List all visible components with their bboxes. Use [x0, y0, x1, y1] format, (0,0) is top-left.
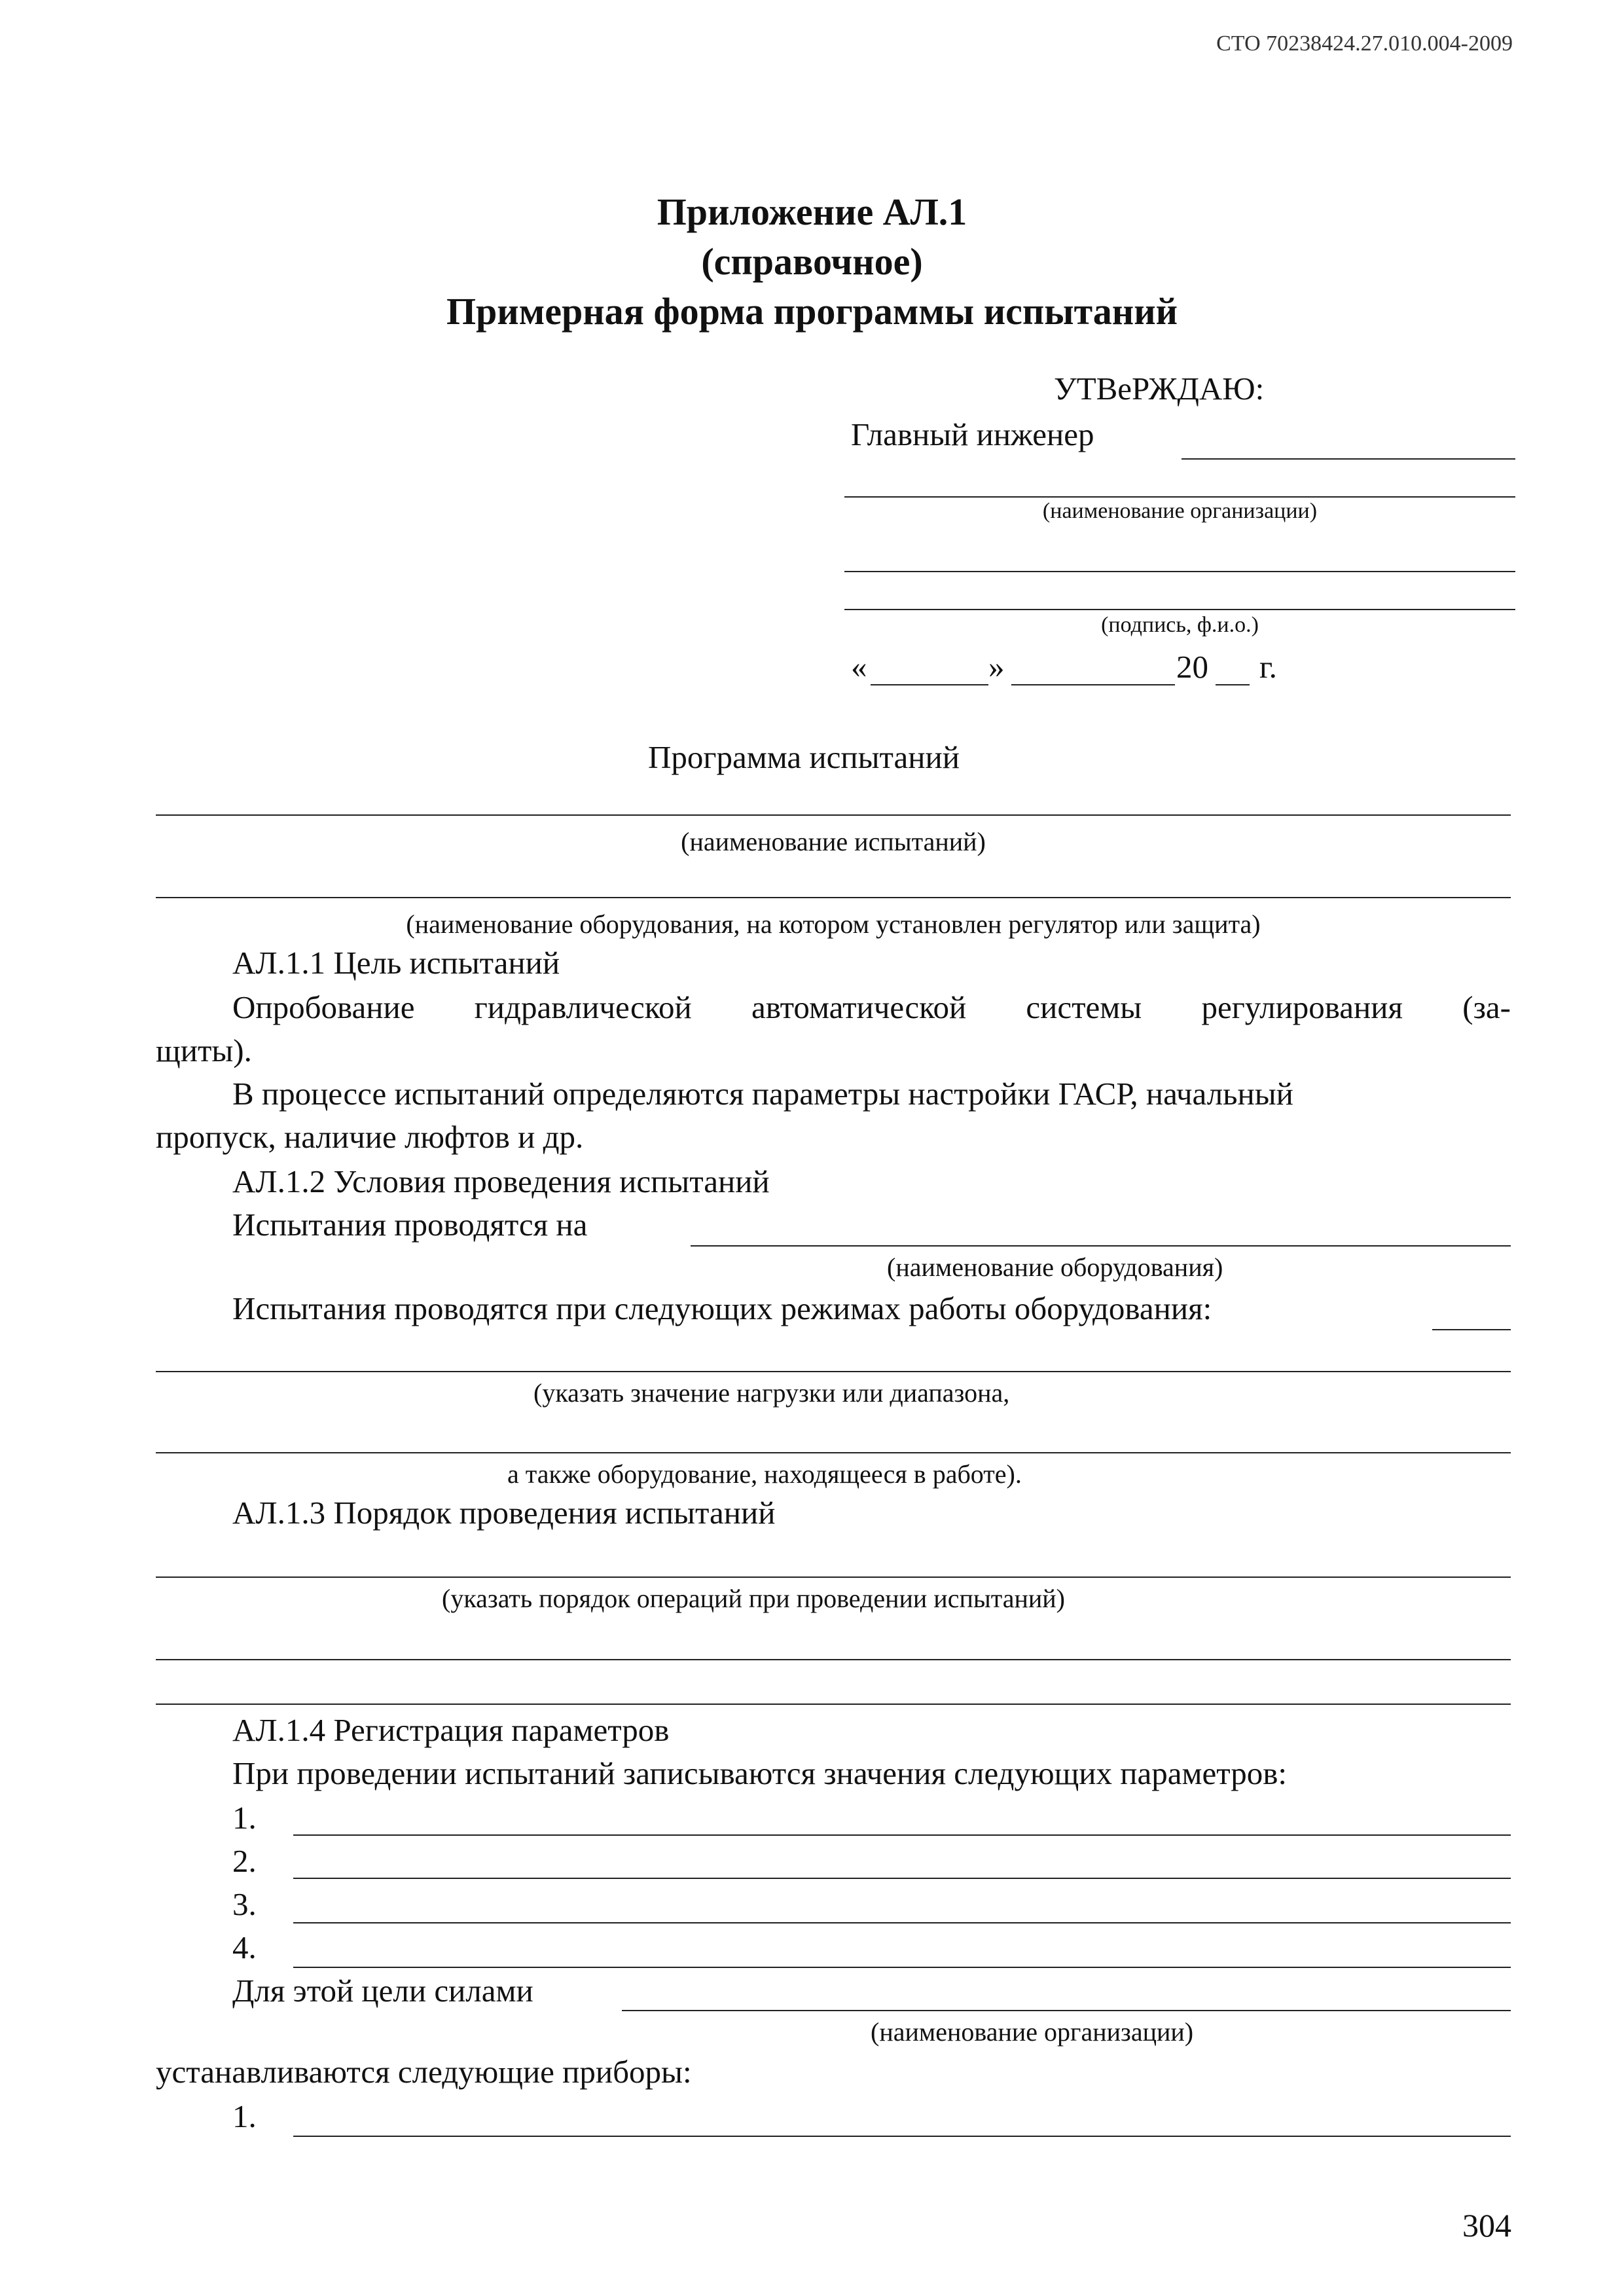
- by-forces-caption: (наименование организации): [871, 2017, 1194, 2047]
- section-2-heading: АЛ.1.2 Условия проведения испытаний: [232, 1163, 770, 1199]
- parameter-item-blank: [293, 1878, 1511, 1879]
- section-1-heading: АЛ.1.1 Цель испытаний: [232, 945, 560, 981]
- date-year-suffix: г.: [1259, 649, 1277, 685]
- standard-code: СТО 70238424.27.010.004-2009: [1216, 31, 1513, 56]
- date-close-quote: »: [988, 649, 1005, 685]
- parameter-item-blank: [293, 1967, 1511, 1968]
- operating-modes-label: Испытания проводятся при следующих режимах работы оборудования:: [232, 1290, 1212, 1326]
- date-day-blank: [871, 684, 988, 685]
- section-1-para-2-line-1: В процессе испытаний определяются параметры настройки ГАСР, начальный: [232, 1076, 1293, 1112]
- load-caption: (указать значение нагрузки или диапазона,: [533, 1378, 1010, 1408]
- parameters-intro: При проведении испытаний записываются значения следующих параметров:: [232, 1755, 1288, 1791]
- load-blank: [156, 1371, 1511, 1372]
- devices-label: устанавливаются следующие приборы:: [156, 2054, 692, 2090]
- device-item-blank: [293, 2136, 1511, 2137]
- form-title: Примерная форма программы испытаний: [446, 290, 1178, 333]
- signature-blank-1: [844, 571, 1515, 572]
- parameter-item-number: 4.: [232, 1929, 257, 1965]
- equipment-blank: [156, 897, 1511, 898]
- procedure-caption: (указать порядок операций при проведении испытаний): [442, 1584, 1065, 1613]
- by-forces-label: Для этой цели силами: [232, 1973, 533, 2009]
- appendix-title: Приложение АЛ.1: [657, 191, 967, 233]
- parameter-item-number: 1.: [232, 1800, 257, 1836]
- date-month-blank: [1011, 684, 1175, 685]
- section-4-heading: АЛ.1.4 Регистрация параметров: [232, 1712, 670, 1748]
- tests-on-blank: [691, 1245, 1511, 1247]
- test-name-caption: (наименование испытаний): [681, 827, 986, 856]
- chief-engineer-blank: [1182, 458, 1515, 460]
- working-equipment-blank: [156, 1452, 1511, 1453]
- program-heading: Программа испытаний: [648, 739, 960, 775]
- section-1-para-2-line-2: пропуск, наличие люфтов и др.: [156, 1119, 584, 1155]
- working-equipment-caption: а также оборудование, находящееся в работе).: [507, 1459, 1022, 1489]
- parameter-item-blank: [293, 1834, 1511, 1836]
- approval-heading: УТВеРЖДАЮ:: [1054, 371, 1265, 407]
- signature-blank-2: [844, 609, 1515, 610]
- date-open-quote: «: [851, 649, 867, 685]
- equipment-caption: (наименование оборудования, на котором установлен регулятор или защита): [406, 909, 1261, 939]
- section-1-para-1-line-2: щиты).: [156, 1032, 252, 1068]
- procedure-blank-2: [156, 1659, 1511, 1660]
- section-3-heading: АЛ.1.3 Порядок проведения испытаний: [232, 1495, 776, 1531]
- test-name-blank: [156, 814, 1511, 816]
- tests-on-label: Испытания проводятся на: [232, 1207, 588, 1243]
- procedure-blank-1: [156, 1576, 1511, 1578]
- chief-engineer-label: Главный инженер: [851, 416, 1094, 452]
- device-item-number: 1.: [232, 2098, 257, 2134]
- by-forces-blank: [622, 2010, 1511, 2011]
- date-year-blank: [1216, 684, 1250, 685]
- procedure-blank-3: [156, 1704, 1511, 1705]
- organization-blank: [844, 496, 1515, 498]
- date-century: 20: [1176, 649, 1208, 685]
- tests-on-caption: (наименование оборудования): [887, 1252, 1223, 1282]
- appendix-type: (справочное): [701, 240, 923, 283]
- signature-caption: (подпись, ф.и.о.): [1101, 613, 1259, 637]
- section-1-para-1-line-1: Опробование гидравлической автоматической системы регулирования (за-: [232, 989, 1511, 1025]
- parameter-item-number: 3.: [232, 1886, 257, 1922]
- organization-caption: (наименование организации): [1042, 499, 1318, 523]
- page-number: 304: [1462, 2207, 1511, 2244]
- operating-modes-blank: [1432, 1329, 1511, 1330]
- parameter-item-number: 2.: [232, 1843, 257, 1879]
- parameter-item-blank: [293, 1922, 1511, 1923]
